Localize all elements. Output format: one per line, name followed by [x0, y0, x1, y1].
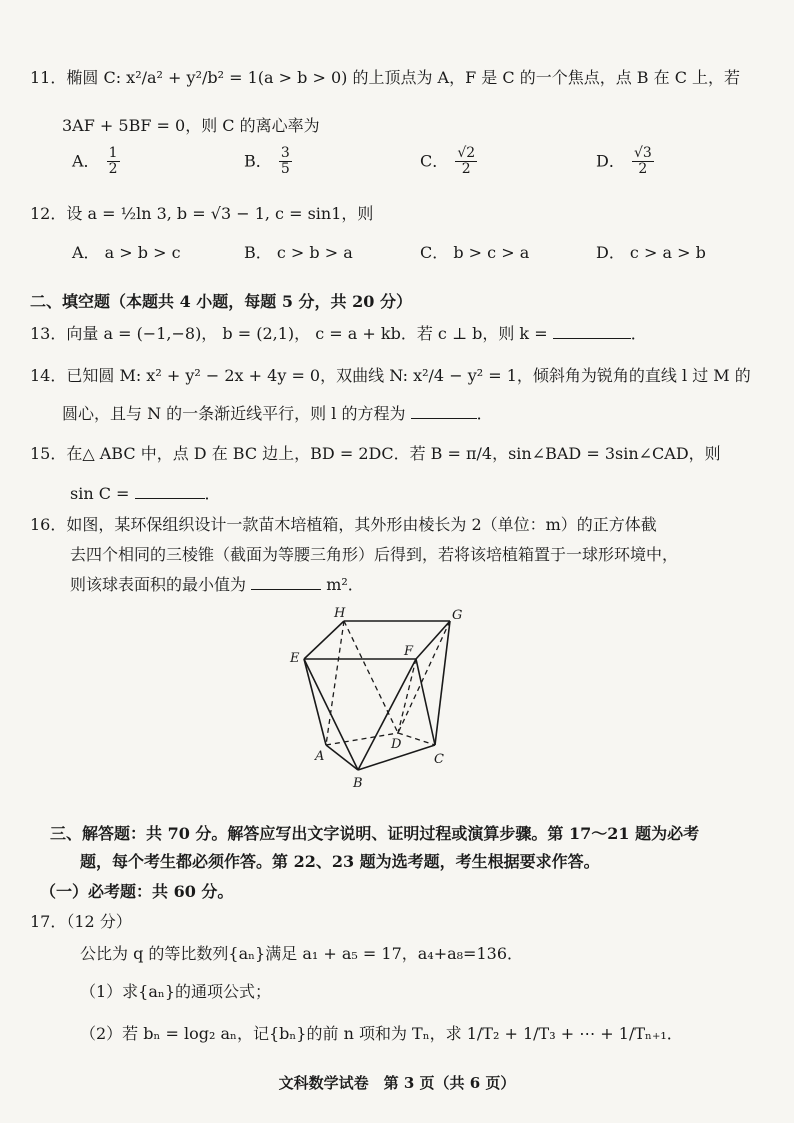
truncated-cube-figure — [280, 605, 480, 805]
q17-part1: （1）求{aₙ}的通项公式； — [80, 982, 272, 1001]
q14-answer-blank — [411, 404, 477, 419]
q14-line2: 圆心，且与 N 的一条渐近线平行，则 l 的方程为 ． — [62, 404, 493, 423]
q11-line2: 3AF + 5BF = 0，则 C 的离心率为 — [62, 116, 320, 135]
q16-answer-blank — [251, 575, 321, 590]
q15-line2: sin C = ． — [70, 484, 221, 503]
section3-line1: 三、解答题：共 70 分。解答应写出文字说明、证明过程或演算步骤。第 17～21 题为必考 — [50, 824, 700, 843]
label-h: H — [334, 606, 346, 621]
label-a: A — [315, 749, 325, 764]
q17-part2: （2）若 bₙ = log₂ aₙ，记{bₙ}的前 n 项和为 Tₙ，求 1/T₂ + 1/T₃ + ⋯ + 1/Tₙ₊₁． — [80, 1024, 683, 1043]
q17-line1: 公比为 q 的等比数列{aₙ}满足 a₁ + a₅ = 17，a₄+a₈=136． — [80, 944, 524, 963]
edge-gc — [435, 621, 450, 745]
label-d: D — [391, 737, 402, 752]
q16-line2: 去四个相同的三棱锥（截面为等腰三角形）后得到，若将该培植箱置于一球形环境中， — [70, 545, 679, 564]
label-g: G — [452, 608, 463, 623]
edge-he — [304, 621, 344, 659]
edge-fc — [416, 659, 435, 745]
label-c: C — [434, 752, 444, 767]
edge-ab — [326, 745, 358, 770]
q15-answer-blank — [135, 484, 205, 499]
q13-text: 13．向量 a = (−1,−8)， b = (2,1)， c = a + kb．若 c ⊥ b，则 k = ． — [30, 324, 647, 343]
q12-option-d: D． c > a > b — [596, 243, 706, 262]
page-footer: 文科数学试卷 第 3 页（共 6 页） — [278, 1074, 516, 1092]
q12-option-a: A． a > b > c — [72, 243, 181, 262]
q11-option-c: C． $\frac{√2}{2}$ — [420, 145, 476, 178]
label-b: B — [353, 776, 363, 791]
section2-title: 二、填空题（本题共 4 小题，每题 5 分，共 20 分） — [30, 292, 412, 311]
label-e: E — [290, 651, 300, 666]
edge-dc-hidden — [398, 733, 435, 745]
q17-head: 17．（12 分） — [30, 912, 132, 931]
q16-line1: 16．如图，某环保组织设计一款苗木培植箱，其外形由棱长为 2（单位：m）的正方体截 — [30, 515, 657, 534]
q12-option-b: B． c > b > a — [244, 243, 353, 262]
q11-line1: 11．椭圆 C: x²/a² + y²/b² = 1(a > b > 0) 的上顶点为 A，F 是 C 的一个焦点，点 B 在 C 上，若 — [30, 68, 741, 87]
q15-line1: 15．在△ ABC 中，点 D 在 BC 边上，BD = 2DC．若 B = π/4，sin∠BAD = 3sin∠CAD，则 — [30, 444, 721, 463]
section3-line2: 题，每个考生都必须作答。第 22、23 题为选考题，考生根据要求作答。 — [80, 852, 600, 871]
q11-option-d: D． $\frac{√3}{2}$ — [596, 145, 652, 178]
q14-line1: 14．已知圆 M: x² + y² − 2x + 4y = 0，双曲线 N: x²/4 − y² = 1，倾斜角为锐角的直线 l 过 M 的 — [30, 366, 751, 385]
q11-option-a: A． $\frac{1}{2}$ — [72, 145, 118, 178]
section3-sub: （一）必考题：共 60 分。 — [40, 882, 234, 901]
q16-line3: 则该球表面积的最小值为 m²． — [70, 575, 364, 594]
q12-line1: 12．设 a = ½ln 3, b = √3 − 1, c = sin1，则 — [30, 204, 374, 223]
edge-gf — [416, 621, 450, 659]
edge-fd-hidden — [398, 659, 416, 733]
edge-ad-hidden — [326, 733, 398, 745]
q11-option-b: B． $\frac{3}{5}$ — [244, 145, 290, 178]
edge-hd-hidden — [344, 621, 398, 733]
q12-option-c: C． b > c > a — [420, 243, 530, 262]
edge-ea — [304, 659, 326, 745]
edge-ha-hidden — [326, 621, 344, 745]
q13-answer-blank — [553, 324, 631, 339]
label-f: F — [404, 644, 414, 659]
